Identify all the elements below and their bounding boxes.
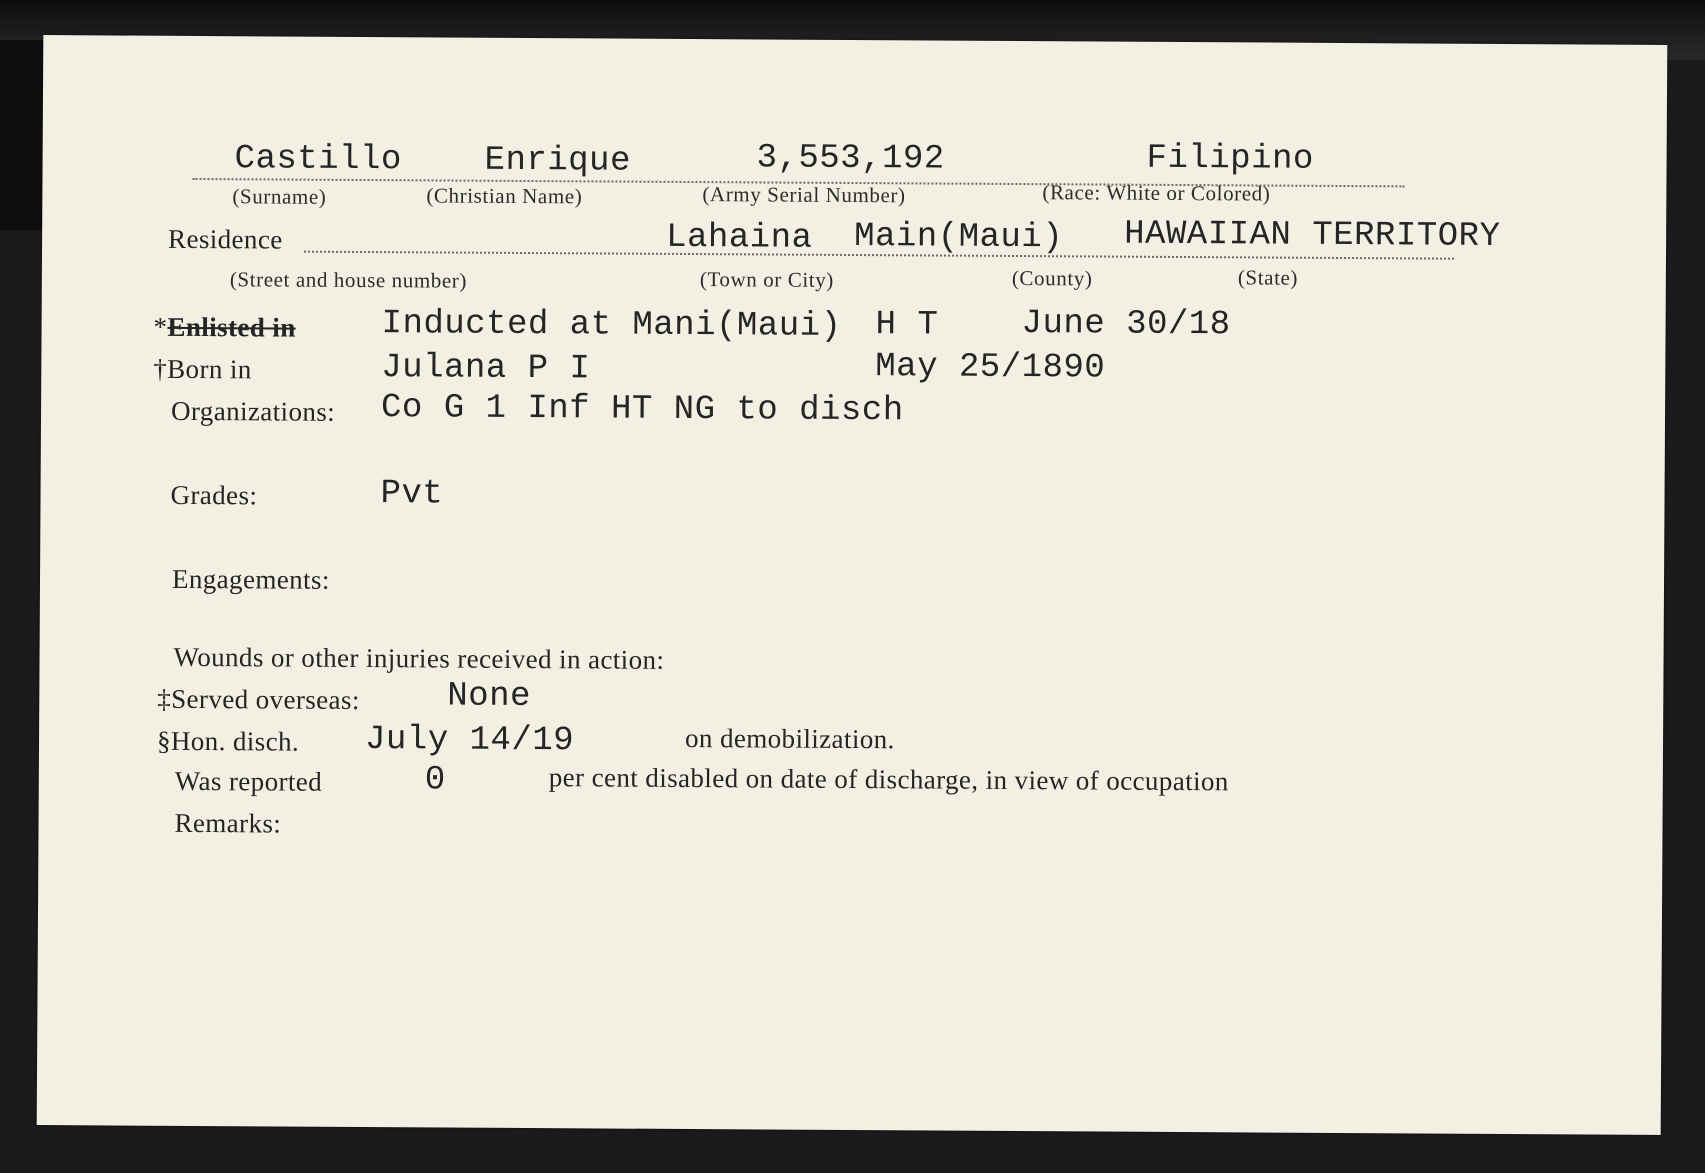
served-overseas-value: None	[447, 677, 532, 717]
enlisted-place-value: Inducted at Mani(Maui)	[381, 305, 842, 346]
enlisted-region-value: H T	[875, 306, 939, 345]
engagements-label: Engagements:	[171, 563, 330, 595]
county-caption: (County)	[1011, 265, 1093, 291]
born-date-value: May 25/1890	[875, 348, 1106, 388]
disability-percent-value: 0	[424, 761, 446, 800]
grades-value: Pvt	[380, 475, 444, 514]
street-caption: (Street and house number)	[229, 267, 468, 293]
race-caption: (Race: White or Colored)	[1042, 180, 1271, 206]
discharge-date-value: July 14/19	[364, 721, 575, 761]
serial-number-value: 3,553,192	[756, 139, 945, 179]
residence-label: Residence	[168, 223, 283, 255]
race-value: Filipino	[1146, 139, 1314, 179]
born-place-value: Julana P I	[381, 349, 591, 389]
enlisted-label-text: Enlisted in	[167, 311, 296, 343]
surname-caption: (Surname)	[232, 184, 327, 209]
enlisted-marker: *	[153, 311, 168, 342]
disability-text: per cent disabled on date of discharge, in view of occupation	[548, 762, 1229, 797]
discharge-reason: on demobilization.	[684, 722, 895, 755]
serial-number-caption: (Army Serial Number)	[702, 182, 906, 208]
served-overseas-label: ‡Served overseas:	[157, 683, 360, 715]
was-reported-label: Was reported	[174, 765, 323, 797]
christian-name-value: Enrique	[484, 141, 632, 181]
residence-town-value: Lahaina	[666, 218, 813, 258]
service-record-card	[37, 35, 1668, 1135]
enlisted-date-value: June 30/18	[1021, 305, 1231, 345]
residence-county-value: Main(Maui)	[854, 218, 1064, 258]
enlisted-label	[153, 312, 295, 344]
grades-label: Grades:	[170, 479, 258, 511]
organizations-label: Organizations:	[170, 395, 336, 427]
state-caption: (State)	[1237, 265, 1299, 290]
organizations-value: Co G 1 Inf HT NG to disch	[380, 389, 904, 431]
town-caption: (Town or City)	[699, 267, 835, 292]
surname-value: Castillo	[234, 140, 402, 180]
remarks-label: Remarks:	[174, 807, 282, 839]
residence-state-value: HAWAIIAN TERRITORY	[1124, 215, 1501, 256]
wounds-label: Wounds or other injuries received in action:	[173, 641, 665, 675]
honorable-discharge-label: §Hon. disch.	[156, 725, 300, 757]
born-label: †Born in	[153, 353, 252, 385]
christian-name-caption: (Christian Name)	[426, 183, 583, 209]
